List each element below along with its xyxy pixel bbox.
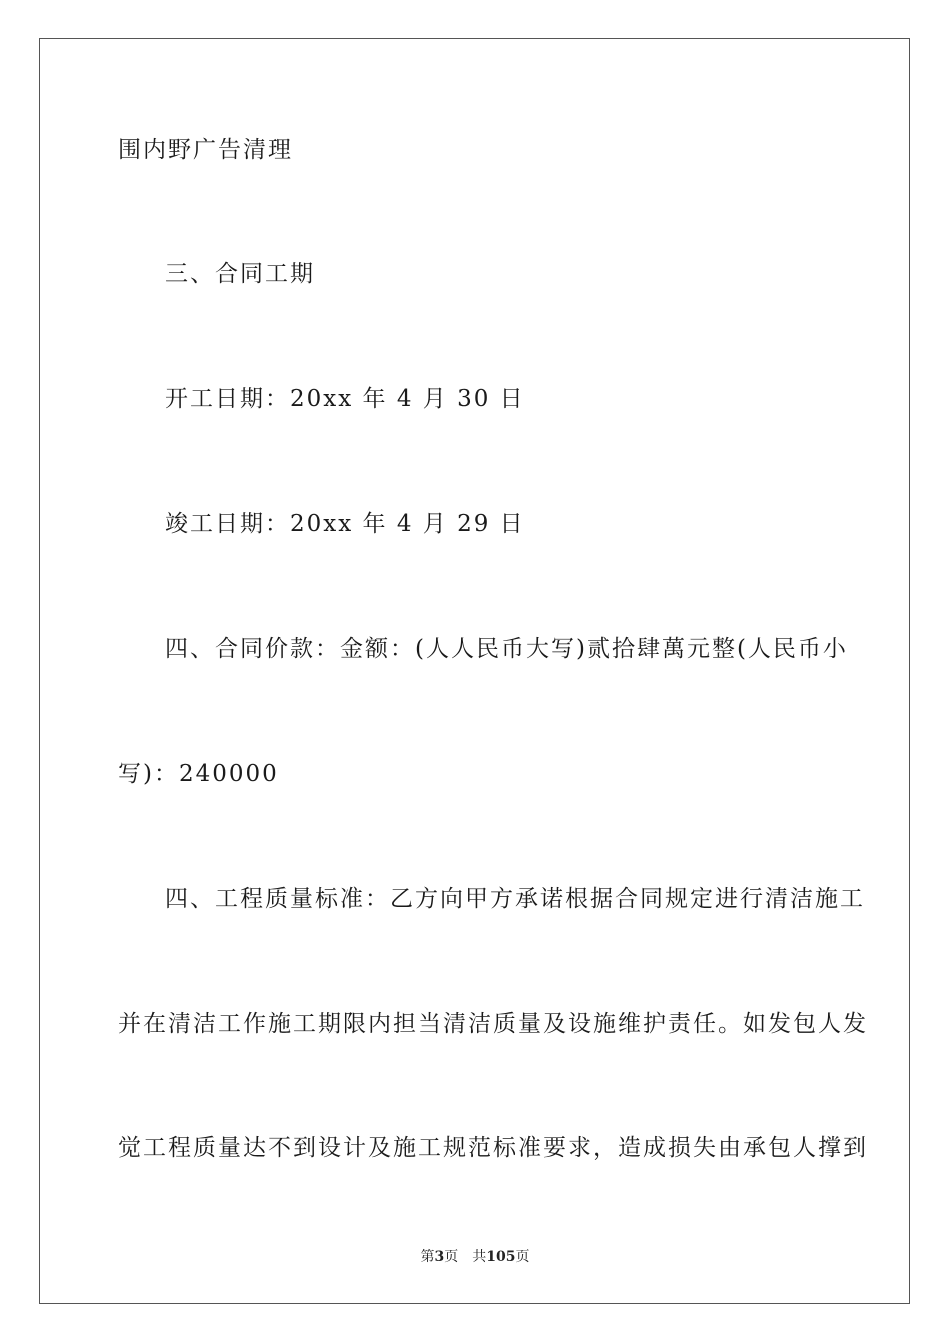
start-date-line: 开工日期：20xx 年 4 月 30 日 bbox=[165, 386, 525, 412]
footer-total-prefix: 共 bbox=[472, 1249, 487, 1265]
quality-standard-line: 四、工程质量标准：乙方向甲方承诺根据合同规定进行清洁施工 bbox=[165, 886, 865, 912]
footer-page-number: 3 bbox=[434, 1249, 445, 1265]
contract-price-line: 四、合同价款：金额：(人人民币大写)贰拾肆萬元整(人民币小 bbox=[165, 636, 848, 662]
footer-page-suffix: 页 bbox=[444, 1249, 459, 1265]
text-line-1: 围内野广告清理 bbox=[118, 137, 293, 163]
quality-standard-continuation-2: 觉工程质量达不到设计及施工规范标准要求，造成损失由承包人撑到 bbox=[118, 1135, 868, 1161]
footer-total-number: 105 bbox=[486, 1249, 516, 1265]
contract-price-amount-line: 写)：240000 bbox=[118, 761, 279, 787]
page-footer bbox=[0, 1248, 950, 1266]
completion-date-line: 竣工日期：20xx 年 4 月 29 日 bbox=[165, 511, 525, 537]
page-frame bbox=[39, 38, 910, 1304]
footer-total-suffix: 页 bbox=[515, 1249, 530, 1265]
section-heading-contract-period: 三、合同工期 bbox=[165, 261, 315, 287]
quality-standard-continuation-1: 并在清洁工作施工期限内担当清洁质量及设施维护责任。如发包人发 bbox=[118, 1011, 868, 1037]
footer-page-prefix: 第 bbox=[420, 1249, 435, 1265]
